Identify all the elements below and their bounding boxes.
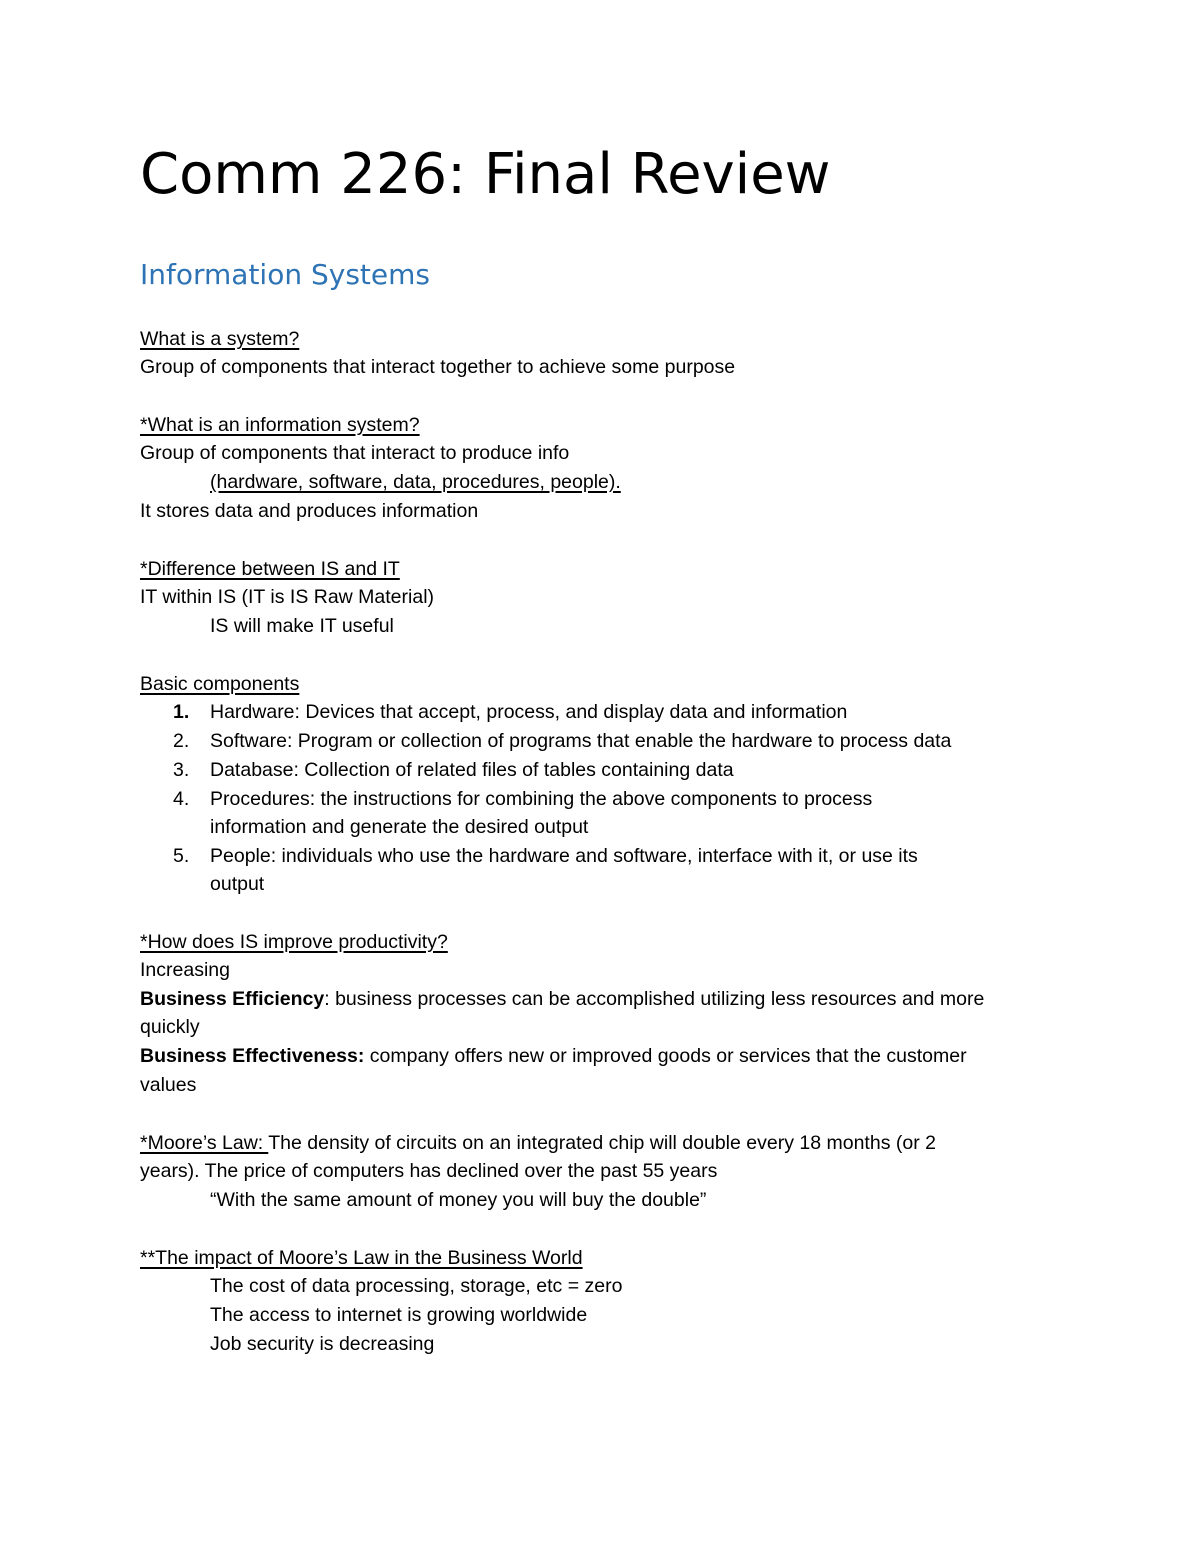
- effectiveness-label: Business Effectiveness:: [140, 1045, 365, 1067]
- answer-is-vs-it-1: IT within IS (IT is IS Raw Material): [140, 586, 435, 608]
- section-heading: Information Systems: [140, 258, 430, 291]
- efficiency-line: [140, 985, 984, 1013]
- efficiency-continuation: quickly: [140, 1016, 200, 1038]
- list-item-continuation: output: [210, 873, 265, 895]
- answer-what-is-system: Group of components that interact together to achieve some purpose: [140, 356, 736, 378]
- list-item: Database: Collection of related files of tables containing data: [210, 759, 734, 781]
- list-item: People: individuals who use the hardware and software, interface with it, or use its: [210, 845, 918, 867]
- list-item-number: 1.: [173, 701, 190, 723]
- components-heading: Basic components: [140, 673, 300, 695]
- productivity-intro: Increasing: [140, 959, 230, 981]
- list-item: Hardware: Devices that accept, process, and display data and information: [210, 701, 848, 723]
- list-item-number: 5.: [173, 845, 190, 867]
- effectiveness-text: company offers new or improved goods or services that the customer: [364, 1045, 967, 1067]
- moores-law-continuation: years). The price of computers has declined over the past 55 years: [140, 1160, 718, 1182]
- list-item: Procedures: the instructions for combining the above components to process: [210, 788, 873, 810]
- list-item: Software: Program or collection of programs that enable the hardware to process data: [210, 730, 952, 752]
- question-what-is-system: What is a system?: [140, 328, 300, 350]
- efficiency-label: Business Efficiency: [140, 988, 325, 1010]
- list-item-number: 4.: [173, 788, 190, 810]
- list-item-number: 2.: [173, 730, 190, 752]
- question-productivity: *How does IS improve productivity?: [140, 931, 448, 953]
- answer-is-vs-it-2: IS will make IT useful: [210, 615, 394, 637]
- impact-item: Job security is decreasing: [210, 1333, 435, 1355]
- list-item-number: 3.: [173, 759, 190, 781]
- efficiency-text: : business processes can be accomplished utilizing less resources and more: [324, 988, 985, 1010]
- moores-law-label: *Moore’s Law:: [140, 1132, 269, 1154]
- answer-information-system-1: Group of components that interact to produce info: [140, 442, 570, 464]
- list-item-continuation: information and generate the desired output: [210, 816, 589, 838]
- document-title: Comm 226: Final Review: [140, 142, 831, 207]
- question-information-system: *What is an information system?: [140, 414, 420, 436]
- impact-item: The cost of data processing, storage, etc = zero: [210, 1275, 623, 1297]
- question-is-vs-it: *Difference between IS and IT: [140, 558, 400, 580]
- moores-law-quote: “With the same amount of money you will buy the double”: [210, 1189, 707, 1211]
- impact-item: The access to internet is growing worldwide: [210, 1304, 588, 1326]
- answer-information-system-2: (hardware, software, data, procedures, people).: [210, 471, 621, 493]
- effectiveness-continuation: values: [140, 1074, 197, 1096]
- effectiveness-line: [140, 1042, 967, 1070]
- impact-heading: **The impact of Moore’s Law in the Business World: [140, 1247, 583, 1269]
- answer-information-system-3: It stores data and produces information: [140, 500, 479, 522]
- moores-law-text: The density of circuits on an integrated chip will double every 18 months (or 2: [268, 1132, 936, 1154]
- moores-law-line: [140, 1129, 936, 1157]
